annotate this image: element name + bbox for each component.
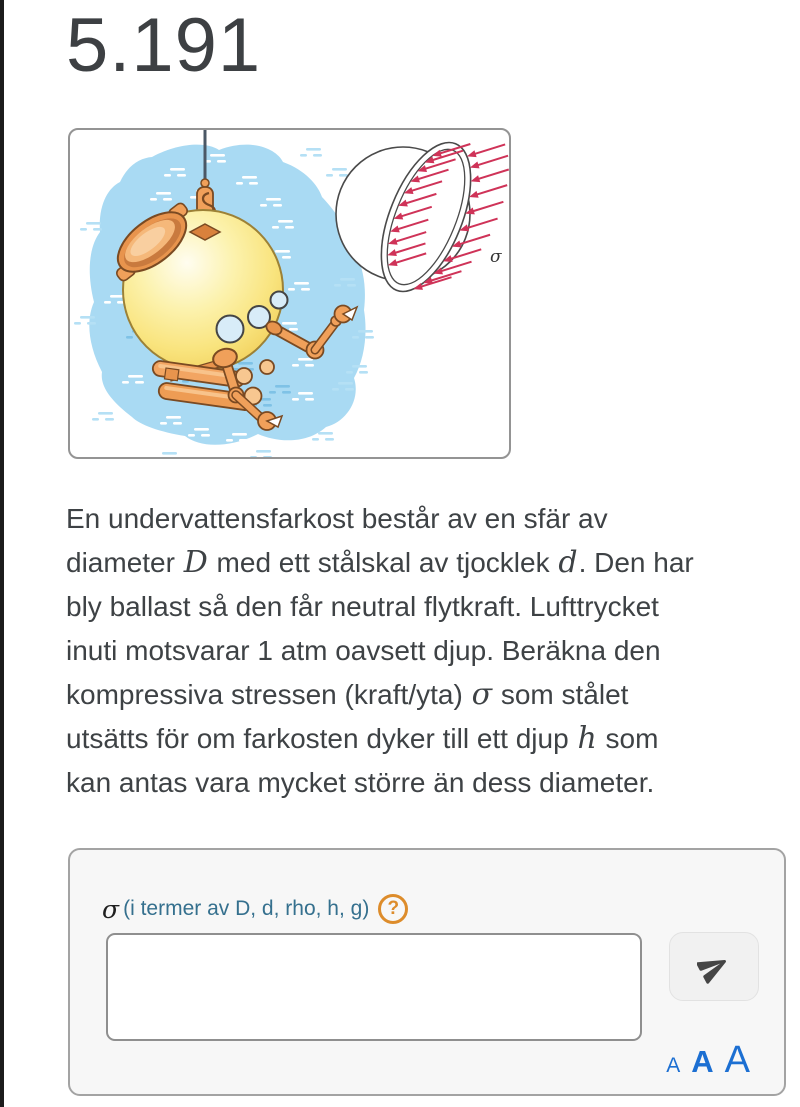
left-edge-bar xyxy=(0,0,4,1107)
help-button[interactable] xyxy=(378,894,408,924)
math-variable: D xyxy=(183,545,208,580)
math-variable: h xyxy=(577,721,597,756)
text-run: bly ballast så den får neutral flytkraft. Lufttrycket xyxy=(66,591,659,622)
porthole xyxy=(217,316,244,343)
font-size-controls xyxy=(666,1039,750,1082)
text-run: utsätts för om farkosten dyker till ett djup xyxy=(66,723,577,754)
text-run: med ett stålskal av tjocklek xyxy=(208,547,558,578)
math-variable: σ xyxy=(471,677,493,712)
answer-label-terms: (i termer av D, d, rho, h, g) xyxy=(123,897,370,920)
cable-eye xyxy=(201,179,209,187)
send-button[interactable] xyxy=(669,932,759,1001)
send-icon xyxy=(697,950,731,984)
text-run: inuti motsvarar 1 atm oavsett djup. Beräkna den xyxy=(66,635,661,666)
answer-input[interactable] xyxy=(106,933,642,1041)
font-size-large-button[interactable]: A xyxy=(724,1039,750,1081)
text-run: diameter xyxy=(66,547,183,578)
font-size-medium-button[interactable]: A xyxy=(691,1044,714,1079)
text-run: som stålet xyxy=(493,679,629,710)
text-run: kan antas vara mycket större än dess diameter. xyxy=(66,767,655,798)
sigma-label: σ xyxy=(490,247,502,267)
font-size-small-button[interactable]: A xyxy=(666,1054,681,1077)
submersible-figure xyxy=(70,130,509,457)
problem-number-title: 5.191 xyxy=(66,3,262,88)
text-run: kompressiva stressen (kraft/yta) xyxy=(66,679,471,710)
text-run: En undervattensfarkost består av en sfär av xyxy=(66,503,608,534)
answer-panel xyxy=(68,848,786,1096)
porthole xyxy=(271,292,288,309)
answer-label-sigma: σ xyxy=(102,894,120,924)
text-run: . Den har xyxy=(578,547,694,578)
problem-statement xyxy=(66,497,781,805)
text-run: som xyxy=(597,723,659,754)
problem-illustration xyxy=(68,128,511,459)
math-variable: d xyxy=(558,545,578,580)
answer-label xyxy=(102,894,408,924)
question-mark-icon: ? xyxy=(387,898,400,919)
